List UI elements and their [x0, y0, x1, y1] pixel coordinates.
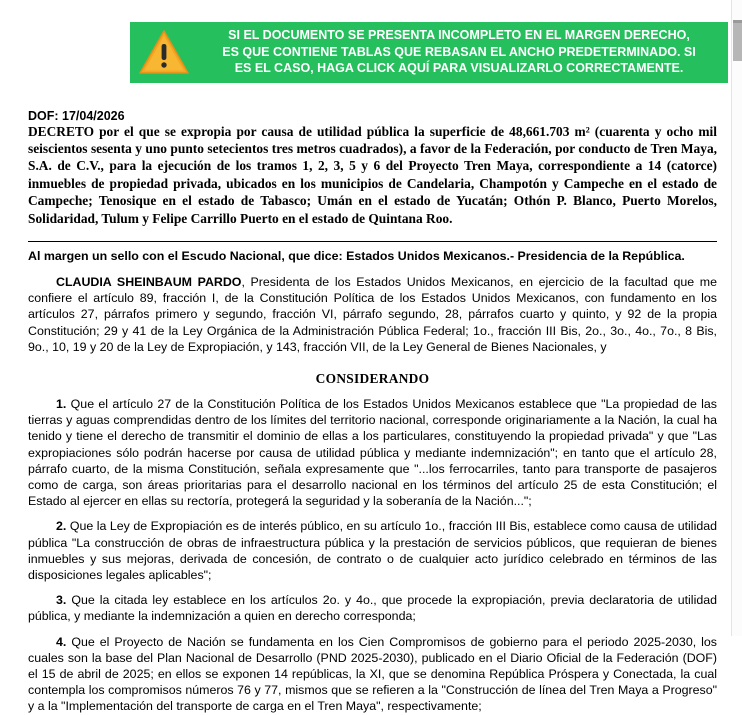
vertical-scrollbar[interactable]	[731, 0, 742, 636]
considerando-item	[28, 592, 717, 624]
considerando-text: Que la Ley de Expropiación es de interés público, en su artículo 1o., fracción III Bis, establece como causa de utilidad pública "La construcción de obras de infraestructura pública y la prestación de servicios públicos, que requieran de bienes inmuebles y sus mejoras, derivada de concesión, de contrato o de cualquier acto jurídico celebrado en términos de las disposiciones legales aplicables";	[28, 519, 717, 582]
banner-line-1: SI EL DOCUMENTO SE PRESENTA INCOMPLETO EN EL MARGEN DERECHO,	[228, 28, 690, 42]
decreto-paragraph: DECRETO por el que se expropia por causa de utilidad pública la superficie de 48,661.703 m² (cuarenta y ocho mil seiscientos sesenta y uno punto setecientos tres metros cuadrados), a favor de la Federación, por conducto de Tren Maya, S.A. de C.V., para la ejecución de los tramos 1, 2, 3, 5 y 6 del Proyecto Tren Maya, correspondiente a 14 (catorce) inmuebles de propiedad privada, ubicados en los municipios de Candelaria, Champotón y Campeche en el estado de Campeche; Tenosique en el estado de Tabasco; Umán en el estado de Yucatán; Othón P. Blanco, Puerto Morelos, Solidaridad, Tulum y Felipe Carrillo Puerto en el estado de Quintana Roo.	[28, 123, 717, 226]
considerando-number: 1.	[56, 396, 67, 411]
considerando-number: 2.	[56, 519, 67, 534]
dof-date-line: DOF: 17/04/2026	[28, 108, 125, 123]
section-divider	[28, 241, 717, 242]
presidenta-paragraph-text: , Presidenta de los Estados Unidos Mexicanos, en ejercicio de la facultad que me confiere el artículo 89, fracción I, de la Constitución Política de los Estados Unidos Mexicanos, con fundamento en los artículos 27, párrafos primero y segundo, fracción VI, párrafo segundo, 28, párrafos cuarto y quinto, y 92 de la propia Constitución; 29 y 41 de la Ley Orgánica de la Administración Pública Federal; 1o., fracción III Bis, 2o., 3o., 4o., 7o., 8 Bis, 9o., 10, 19 y 20 de la Ley de Expropiación, y 143, fracción VII, de la Ley General de Bienes Nacionales, y	[28, 274, 717, 354]
banner-line-2: ES QUE CONTIENE TABLAS QUE REBASAN EL ANCHO PREDETERMINADO. SI	[222, 44, 696, 59]
considerando-text: Que el artículo 27 de la Constitución Política de los Estados Unidos Mexicanos establece que "La propiedad de las tierras y aguas comprendidas dentro de los límites del territorio nacional, corresponde originariamente a la Nación, la cual ha tenido y tiene el derecho de transmitir el dominio de ellas a los particulares, constituyendo la propiedad privada" y que "Las expropiaciones sólo podrán hacerse por causa de utilidad pública y mediante indemnización"; en tanto que el artículo 28, párrafo cuarto, de la misma Constitución, señala expresamente que "...los ferrocarriles, tanto para transporte de pasajeros como de carga, son áreas prioritarias para el desarrollo nacional en los términos del artículo 25 de esta Constitución; el Estado al ejercer en ellas su rectoría, protegerá la seguridad y la soberanía de la Nación...";	[28, 396, 717, 509]
considerando-heading: CONSIDERANDO	[315, 370, 430, 386]
considerando-text: Que la citada ley establece en los artículos 2o. y 4o., que procede la expropiación, previa declaratoria de utilidad pública, y mediante la indemnización a quien en derecho corresponda;	[28, 593, 717, 624]
banner-text	[196, 27, 722, 77]
banner-container	[0, 0, 731, 83]
presidenta-paragraph	[28, 274, 717, 355]
presidenta-name: CLAUDIA SHEINBAUM PARDO	[56, 274, 242, 289]
considerando-item	[28, 518, 717, 583]
al-margen-line: Al margen un sello con el Escudo Nacional, que dice: Estados Unidos Mexicanos.- Presidencia de la República.	[28, 248, 685, 263]
considerando-text: Que el Proyecto de Nación se fundamenta en los Cien Compromisos de gobierno para el periodo 2025-2030, los cuales son la base del Plan Nacional de Desarrollo (PND 2025-2030), publicado en el Diario Oficial de la Federación (DOF) el 15 de abril de 2025; en ellos se exponen 14 repúblicas, la XI, que se denomina República Próspera y Conectada, la cual contempla los compromisos números 76 y 77, mismos que se refieren a la "Construcción de línea del Tren Maya a Progreso" y a la "Implementación del transporte de carga en el Tren Maya", respectivamente;	[28, 634, 717, 714]
considerando-item	[28, 634, 717, 715]
scrollbar-thumb-top-cap	[733, 20, 742, 23]
document-content	[0, 109, 731, 715]
incomplete-document-warning-banner[interactable]	[130, 22, 728, 83]
considerando-item	[28, 396, 717, 509]
scrollbar-thumb[interactable]	[733, 20, 742, 61]
considerando-number: 4.	[56, 634, 67, 649]
warning-triangle-icon	[138, 28, 190, 76]
considerando-number: 3.	[56, 593, 67, 608]
banner-line-3: ES EL CASO, HAGA CLICK AQUÍ PARA VISUALIZARLO CORRECTAMENTE.	[234, 61, 684, 75]
